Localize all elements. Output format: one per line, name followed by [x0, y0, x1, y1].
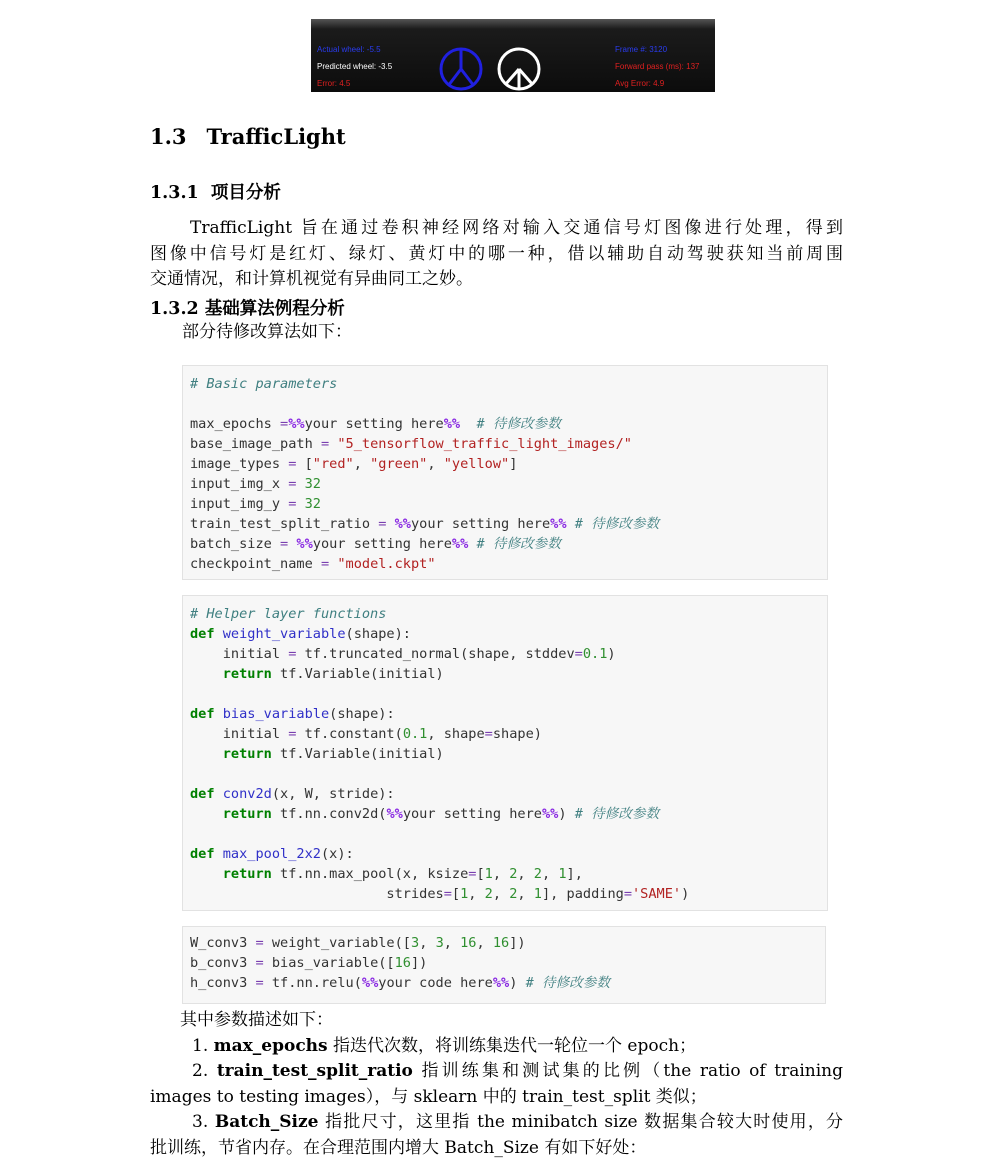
code-line — [183, 724, 827, 744]
code-token — [386, 516, 394, 532]
code-line — [183, 764, 827, 784]
code-token — [190, 806, 223, 822]
code-line — [183, 933, 825, 953]
code-token: conv2d — [222, 786, 272, 802]
code-token: %% — [492, 975, 510, 991]
subsection-number: 1.3.2 — [150, 299, 199, 319]
code-token: train_test_split_ratio — [190, 516, 379, 532]
code-line — [183, 973, 825, 993]
code-token: %% — [451, 536, 469, 552]
code-line — [183, 414, 827, 434]
code-token: weight_variable — [222, 626, 346, 642]
predicted-wheel-text: Predicted wheel: -3.5 — [317, 62, 393, 71]
code-token: 32 — [304, 476, 321, 492]
code-line — [183, 744, 827, 764]
code-token: %% — [361, 975, 379, 991]
code-token: = — [288, 476, 297, 492]
code-token: "yellow" — [443, 456, 510, 472]
code-token: ]) — [411, 955, 428, 971]
code-token: 1 — [484, 866, 493, 882]
code-token: W_conv3 — [190, 935, 256, 951]
code-token: tf.truncated_normal(shape, stddev — [296, 646, 575, 662]
code-token: (x, W, stride): — [271, 786, 395, 802]
code-line — [183, 534, 827, 554]
code-line — [183, 784, 827, 804]
code-token — [296, 476, 304, 492]
code-line — [183, 374, 827, 394]
code-token: "green" — [370, 456, 428, 472]
item-term: max_epochs — [213, 1035, 328, 1056]
code-token — [215, 626, 223, 642]
code-line — [183, 604, 827, 624]
section-heading — [150, 124, 346, 149]
code-token: [ — [451, 886, 461, 902]
code-token: your setting here — [312, 536, 452, 552]
item-term: train_test_split_ratio — [216, 1061, 413, 1081]
code-token: = — [623, 886, 632, 902]
code-token: bias_variable([ — [263, 955, 395, 971]
item-number: 2. — [192, 1061, 209, 1081]
code-token: ], — [566, 866, 583, 882]
code-token: (shape): — [345, 626, 411, 642]
code-token: ]) — [509, 935, 526, 951]
code-token: 3 — [411, 935, 420, 951]
params-intro: 其中参数描述如下： — [180, 1010, 333, 1030]
item-number: 1. — [192, 1035, 209, 1056]
intro-paragraph — [150, 216, 843, 293]
code-token: tf.Variable(initial) — [271, 746, 444, 762]
code-token: = — [574, 646, 583, 662]
code-line — [183, 884, 827, 904]
code-token: 2 — [509, 866, 518, 882]
code-token: 1 — [533, 886, 542, 902]
code-token: %% — [550, 516, 567, 532]
code-token: h_conv3 — [190, 975, 256, 991]
code-token: checkpoint_name — [190, 556, 321, 572]
code-token: = — [280, 536, 289, 552]
code-token: , — [419, 935, 436, 951]
code-block-conv3 — [182, 926, 826, 1004]
code-token: tf.nn.conv2d( — [271, 806, 387, 822]
code-token: = — [443, 886, 452, 902]
item-number: 3. — [192, 1112, 209, 1132]
code-token — [460, 416, 476, 432]
code-token: %% — [394, 516, 411, 532]
code-token — [190, 746, 223, 762]
code-token: weight_variable([ — [263, 935, 411, 951]
code-token: # 待修改参数 — [476, 536, 561, 552]
code-token: %% — [288, 416, 305, 432]
code-token: ] — [509, 456, 518, 472]
code-token — [567, 516, 575, 532]
code-token — [296, 496, 304, 512]
code-token: = — [255, 955, 264, 971]
code-token: def — [190, 846, 215, 862]
code-token: ) — [509, 975, 526, 991]
param-item-3-cont: 批训练，节省内存。在合理范围内增大 Batch_Size 有如下好处： — [150, 1137, 647, 1158]
code-token: your setting here — [304, 416, 444, 432]
code-block-basic-parameters — [182, 365, 828, 580]
code-line — [183, 664, 827, 684]
code-line — [183, 394, 827, 414]
code-token: 16 — [492, 935, 510, 951]
code-token: 'SAME' — [632, 886, 682, 902]
code-token: %% — [443, 416, 461, 432]
frame-text: Frame #: 3120 — [615, 45, 668, 54]
code-token: [ — [476, 866, 485, 882]
code-token: # 待修改参数 — [525, 975, 610, 991]
code-token: %% — [386, 806, 403, 822]
code-token — [215, 846, 223, 862]
code-token: # 待修改参数 — [574, 806, 660, 822]
code-token: = — [320, 436, 330, 452]
intro-line: 图像中信号灯是红灯、绿灯、黄灯中的哪一种，借以辅助自动驾驶获知当前周围 — [150, 243, 843, 264]
code-token: return — [222, 866, 272, 882]
actual-wheel-text: Actual wheel: -5.5 — [317, 45, 381, 54]
code-token: "model.ckpt" — [337, 556, 436, 572]
code-token: [ — [296, 456, 313, 472]
code-token: # 待修改参数 — [476, 416, 561, 432]
code-token: 2 — [484, 886, 493, 902]
code-token: bias_variable — [222, 706, 330, 722]
code-token: 16 — [394, 955, 411, 971]
code-token: 16 — [460, 935, 477, 951]
code-token: 3 — [435, 935, 444, 951]
subsection-title: 基础算法例程分析 — [204, 299, 345, 319]
forward-pass-text: Forward pass (ms): 137 — [615, 62, 700, 71]
code-token: = — [288, 726, 297, 742]
params-section — [150, 1008, 843, 1161]
code-line — [183, 864, 827, 884]
code-token — [215, 786, 223, 802]
intro-line: TrafficLight 旨在通过卷积神经网络对输入交通信号灯图像进行处理，得到 — [190, 218, 843, 238]
code-token: %% — [296, 536, 313, 552]
code-line — [183, 844, 827, 864]
code-token: (x): — [320, 846, 354, 862]
item-text: 指迭代次数，将训练集迭代一轮位一个 epoch； — [333, 1035, 697, 1056]
code-token: 0.1 — [582, 646, 608, 662]
code-token: , — [353, 456, 371, 472]
code-line — [183, 644, 827, 664]
actual-wheel-icon — [438, 46, 484, 92]
code-line — [183, 804, 827, 824]
code-token: # 待修改参数 — [574, 516, 660, 532]
code-token: return — [222, 806, 272, 822]
code-token: 32 — [304, 496, 321, 512]
code-line — [183, 624, 827, 644]
code-token: = — [255, 975, 264, 991]
code-token: , — [443, 935, 461, 951]
code-token: ], padding — [541, 886, 624, 902]
code-token: , — [468, 886, 485, 902]
code-token: "5_tensorflow_traffic_light_images/" — [337, 436, 632, 452]
code-line — [183, 434, 827, 454]
code-line — [183, 474, 827, 494]
code-token: = — [288, 456, 297, 472]
subsection-title: 项目分析 — [210, 183, 281, 203]
code-token: 2 — [509, 886, 518, 902]
code-token: tf.Variable(initial) — [271, 666, 444, 682]
item-term: Batch_Size — [214, 1112, 319, 1132]
code-token: = — [280, 416, 289, 432]
avg-error-text: Avg Error: 4.9 — [615, 79, 665, 88]
code-token: 1 — [460, 886, 469, 902]
section-title: TrafficLight — [206, 124, 346, 149]
code-token: ) — [558, 806, 575, 822]
code-token: , — [427, 456, 444, 472]
code-token: = — [255, 935, 264, 951]
code-token: tf.constant( — [296, 726, 403, 742]
code-block-helper-functions — [182, 595, 828, 911]
code-token: , — [541, 866, 559, 882]
param-item-2-cont: images to testing images），与 sklearn 中的 train_test_split 类似； — [150, 1086, 707, 1107]
code-token: base_image_path — [190, 436, 321, 452]
code-token: , — [492, 866, 510, 882]
section-number: 1.3 — [150, 124, 187, 149]
code-token: def — [190, 786, 215, 802]
code-token — [215, 706, 223, 722]
code-token: , — [517, 866, 534, 882]
param-item-2 — [150, 1059, 843, 1085]
code-line — [183, 454, 827, 474]
code-token: def — [190, 706, 215, 722]
code-token: return — [222, 666, 272, 682]
code-token: 2 — [533, 866, 542, 882]
code-token: max_epochs — [190, 416, 281, 432]
code-token: tf.nn.relu( — [263, 975, 362, 991]
item-text: 指批尺寸，这里指 the minibatch size 数据集合较大时使用，分 — [325, 1112, 843, 1132]
code-token: %% — [541, 806, 559, 822]
code-token: tf.nn.max_pool(x, ksize — [271, 866, 469, 882]
subsection-heading-1 — [150, 179, 281, 204]
error-text: Error: 4.5 — [317, 79, 351, 88]
sub2-text — [182, 320, 875, 346]
code-token: , — [492, 886, 510, 902]
predicted-wheel-icon — [496, 46, 542, 92]
code-token: = — [484, 726, 493, 742]
code-token: return — [222, 746, 272, 762]
param-item-1 — [150, 1034, 843, 1060]
intro-line: 交通情况，和计算机视觉有异曲同工之妙。 — [150, 269, 473, 289]
code-token: initial — [190, 646, 289, 662]
code-token: def — [190, 626, 215, 642]
code-token: shape) — [492, 726, 542, 742]
code-token: 0.1 — [402, 726, 428, 742]
code-token — [190, 666, 223, 682]
code-token: , — [476, 935, 493, 951]
code-token: your code here — [378, 975, 493, 991]
code-token: your setting here — [411, 516, 551, 532]
code-token: your setting here — [402, 806, 542, 822]
item-text: 指训练集和测试集的比例（the ratio of training — [421, 1061, 844, 1081]
code-line — [183, 953, 825, 973]
code-token: = — [468, 866, 477, 882]
param-item-3 — [150, 1110, 843, 1136]
code-token: , — [517, 886, 534, 902]
code-token: ) — [681, 886, 690, 902]
code-token: (shape): — [329, 706, 395, 722]
code-token: input_img_x — [190, 476, 289, 492]
code-line — [183, 824, 827, 844]
code-token: image_types — [190, 456, 289, 472]
code-token: b_conv3 — [190, 955, 256, 971]
code-token: 1 — [558, 866, 567, 882]
code-line — [183, 494, 827, 514]
code-line — [183, 554, 827, 574]
code-token: , shape — [427, 726, 485, 742]
code-token: = — [288, 646, 297, 662]
code-line — [183, 514, 827, 534]
subsection-heading-2 — [150, 295, 345, 320]
code-line — [183, 684, 827, 704]
code-token: max_pool_2x2 — [222, 846, 321, 862]
code-token: ) — [607, 646, 616, 662]
code-token: # Basic parameters — [190, 376, 338, 392]
sub2-text-line: 部分待修改算法如下： — [182, 322, 352, 342]
code-token — [190, 866, 223, 882]
code-token: input_img_y — [190, 496, 289, 512]
code-token: # Helper layer functions — [190, 606, 387, 622]
subsection-number: 1.3.1 — [150, 183, 199, 203]
code-token: strides — [190, 886, 444, 902]
steering-screenshot — [311, 19, 715, 92]
code-token: = — [378, 516, 387, 532]
code-token: = — [320, 556, 330, 572]
code-token: batch_size — [190, 536, 281, 552]
code-token: "red" — [312, 456, 354, 472]
code-token: = — [288, 496, 297, 512]
code-token: initial — [190, 726, 289, 742]
code-line — [183, 704, 827, 724]
